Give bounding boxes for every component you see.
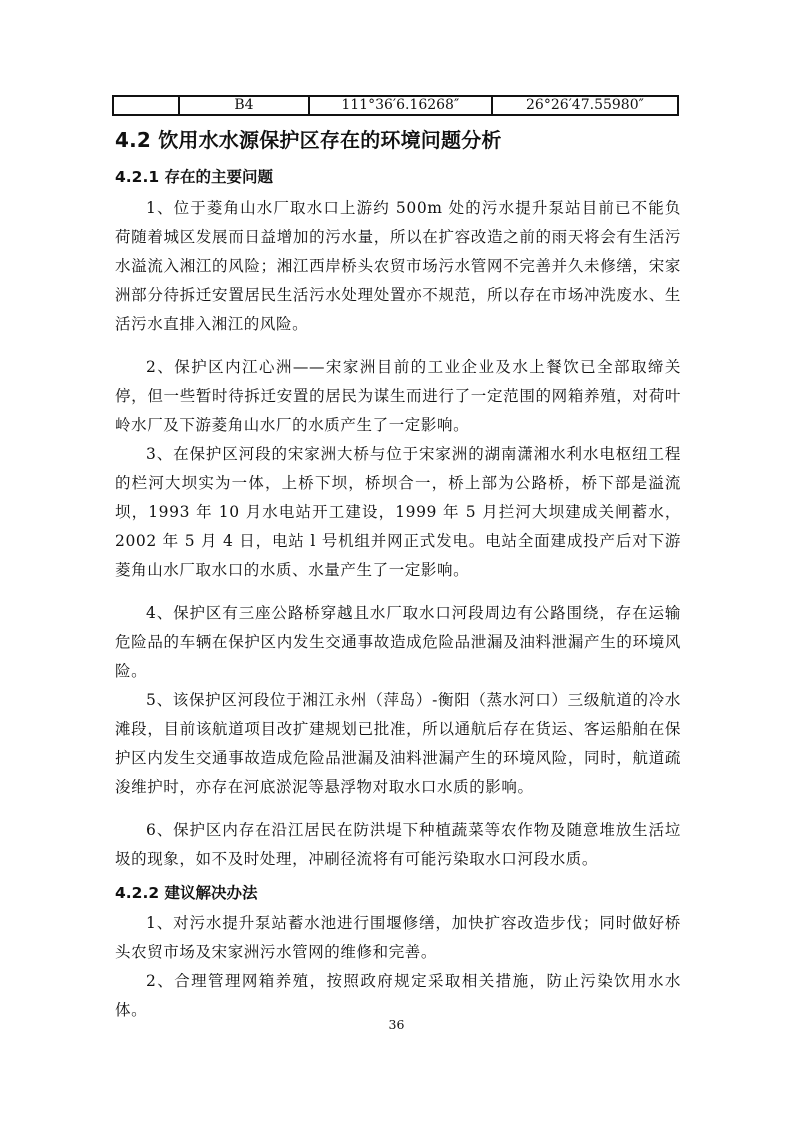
paragraph-problem-6: 6、保护区内存在沿江居民在防洪堤下种植蔬菜等农作物及随意堆放生活垃圾的现象，如不及时处理，冲刷径流将有可能污染取水口河段水质。 <box>115 821 681 868</box>
paragraph-problem-2: 2、保护区内江心洲——宋家洲目前的工业企业及水上餐饮已全部取缔关停，但一些暂时待拆迁安置的居民为谋生而进行了一定范围的网箱养殖，对荷叶岭水厂及下游菱角山水厂的水质产生了一定影响。 <box>115 358 681 434</box>
table-row <box>113 96 678 115</box>
paragraph-problem-4: 4、保护区有三座公路桥穿越且水厂取水口河段周边有公路围绕，存在运输危险品的车辆在保护区内发生交通事故造成危险品泄漏及油料泄漏产生的环境风险。 <box>115 604 681 680</box>
paragraph-solution-2: 2、合理管理网箱养殖，按照政府规定采取相关措施，防止污染饮用水水体。 <box>115 972 681 1019</box>
table-cell-point-id: B4 <box>179 96 309 115</box>
page-number: 36 <box>388 1017 405 1032</box>
subsection-title-solutions: 4.2.2 建议解决办法 <box>115 884 258 902</box>
subsection-title-main-problems: 4.2.1 存在的主要问题 <box>115 168 274 186</box>
paragraph-problem-1: 1、位于菱角山水厂取水口上游约 500m 处的污水提升泵站目前已不能负荷随着城区发展而日益增加的污水量，所以在扩容改造之前的雨天将会有生活污水溢流入湘江的风险；湘江西岸桥头农贸市场污水管网不完善并久未修缮，宋家洲部分待拆迁安置居民生活污水处理处置亦不规范，所以存在市场冲洗废水、生活污水直排入湘江的风险。 <box>115 199 681 333</box>
table-cell-blank <box>113 96 179 115</box>
section-title: 4.2 饮用水水源保护区存在的环境问题分析 <box>115 128 502 152</box>
table-cell-longitude: 111°36′6.16268″ <box>309 96 492 115</box>
paragraph-solution-1: 1、对污水提升泵站蓄水池进行围堰修缮，加快扩容改造步伐；同时做好桥头农贸市场及宋家洲污水管网的维修和完善。 <box>115 914 681 961</box>
coordinate-table <box>112 95 679 116</box>
paragraph-problem-5: 5、该保护区河段位于湘江永州（萍岛）-衡阳（蒸水河口）三级航道的冷水滩段，目前该航道项目改扩建规划已批准，所以通航后存在货运、客运船舶在保护区内发生交通事故造成危险品泄漏及油料泄漏产生的环境风险，同时，航道疏浚维护时，亦存在河底淤泥等悬浮物对取水口水质的影响。 <box>115 691 681 796</box>
table-cell-latitude: 26°26′47.55980″ <box>492 96 678 115</box>
paragraph-problem-3: 3、在保护区河段的宋家洲大桥与位于宋家洲的湖南潇湘水利水电枢纽工程的栏河大坝实为一体，上桥下坝，桥坝合一，桥上部为公路桥，桥下部是溢流坝，1993 年 10 月水电站开工建设，1999 年 5 月拦河大坝建成关闸蓄水，2002 年 5 月 4 日，电站 l 号机组并网正式发电。电站全面建成投产后对下游菱角山水厂取水口的水质、水量产生了一定影响。 <box>115 445 681 579</box>
